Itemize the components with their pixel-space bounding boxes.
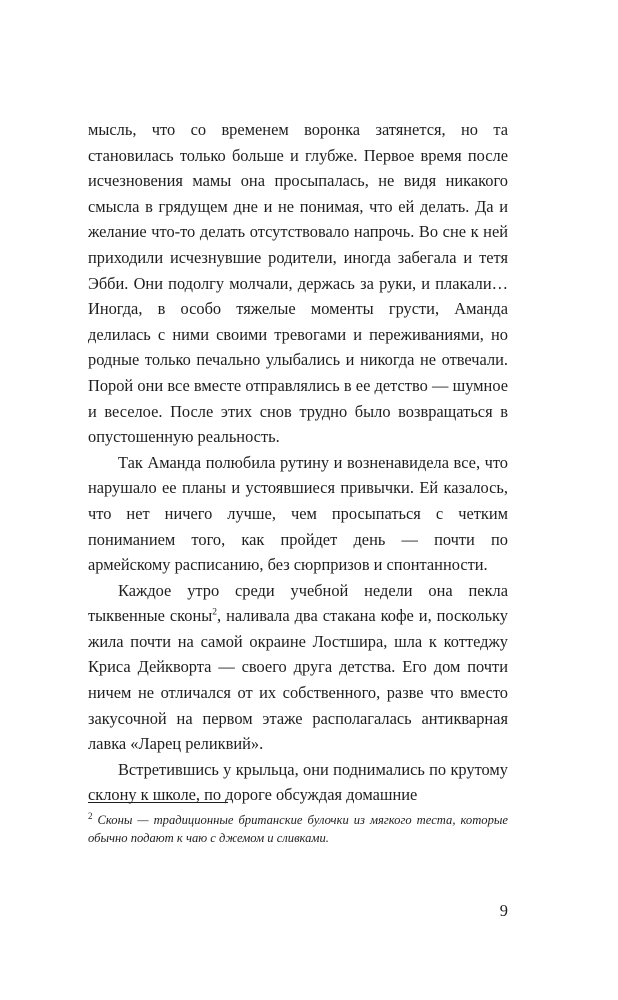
paragraph-3-text-start: Каждое утро среди учебной недели она пекла тыквенные сконы [88,580,508,626]
page-number: 9 [499,901,508,920]
paragraph-3 [88,578,508,757]
footnote-text: Сконы — традиционные британские булочки из мягкого теста, которые обычно подают к чаю с джемом и сливками. [88,813,508,845]
footnote [88,811,508,847]
main-text [88,117,508,808]
paragraph-3-text-end: , наливала два стакана кофе и, поскольку жила почти на самой окраине Лостшира, шла к коттеджу Криса Дейкворта — своего друга детства. Его дом почти ничем не отличался от их собственного, разве что вместо закусочной на первом этаже располагалась антикварная лавка «Ларец реликвий». [88,606,508,754]
paragraph-2: Так Аманда полюбила рутину и возненавидела все, что нарушало ее планы и устоявшиеся привычки. Ей казалось, что нет ничего лучше, чем просыпаться с четким пониманием того, как пройдет день — почти по армейскому расписанию, без сюрпризов и спонтанности. [88,452,508,575]
paragraph-1: мысль, что со временем воронка затянется, но та становилась только больше и глубже. Первое время после исчезновения мамы она просыпалась, не видя никакого смысла в грядущем дне и не понимая, что ей делать. Да и желание что-то делать отсутствовало напрочь. Во сне к ней приходили исчезнувшие родители, иногда забегала и тетя Эбби. Они подолгу молчали, держась за руки, и плакали… Иногда, в особо тяжелые моменты грусти, Аманда делилась с ними своими тревогами и переживаниями, но родные только печально улыбались и никогда не отвечали. Порой они все вместе отправлялись в ее детство — шумное и веселое. После этих снов трудно было возвращаться в опустошенную реальность. [88,120,508,447]
footnote-divider [88,802,228,803]
paragraph-4: Встретившись у крыльца, они поднимались по крутому склону к школе, по дороге обсуждая домашние [88,759,508,805]
footnote-reference[interactable]: 2 [212,607,217,618]
footnote-marker: 2 [88,810,93,821]
